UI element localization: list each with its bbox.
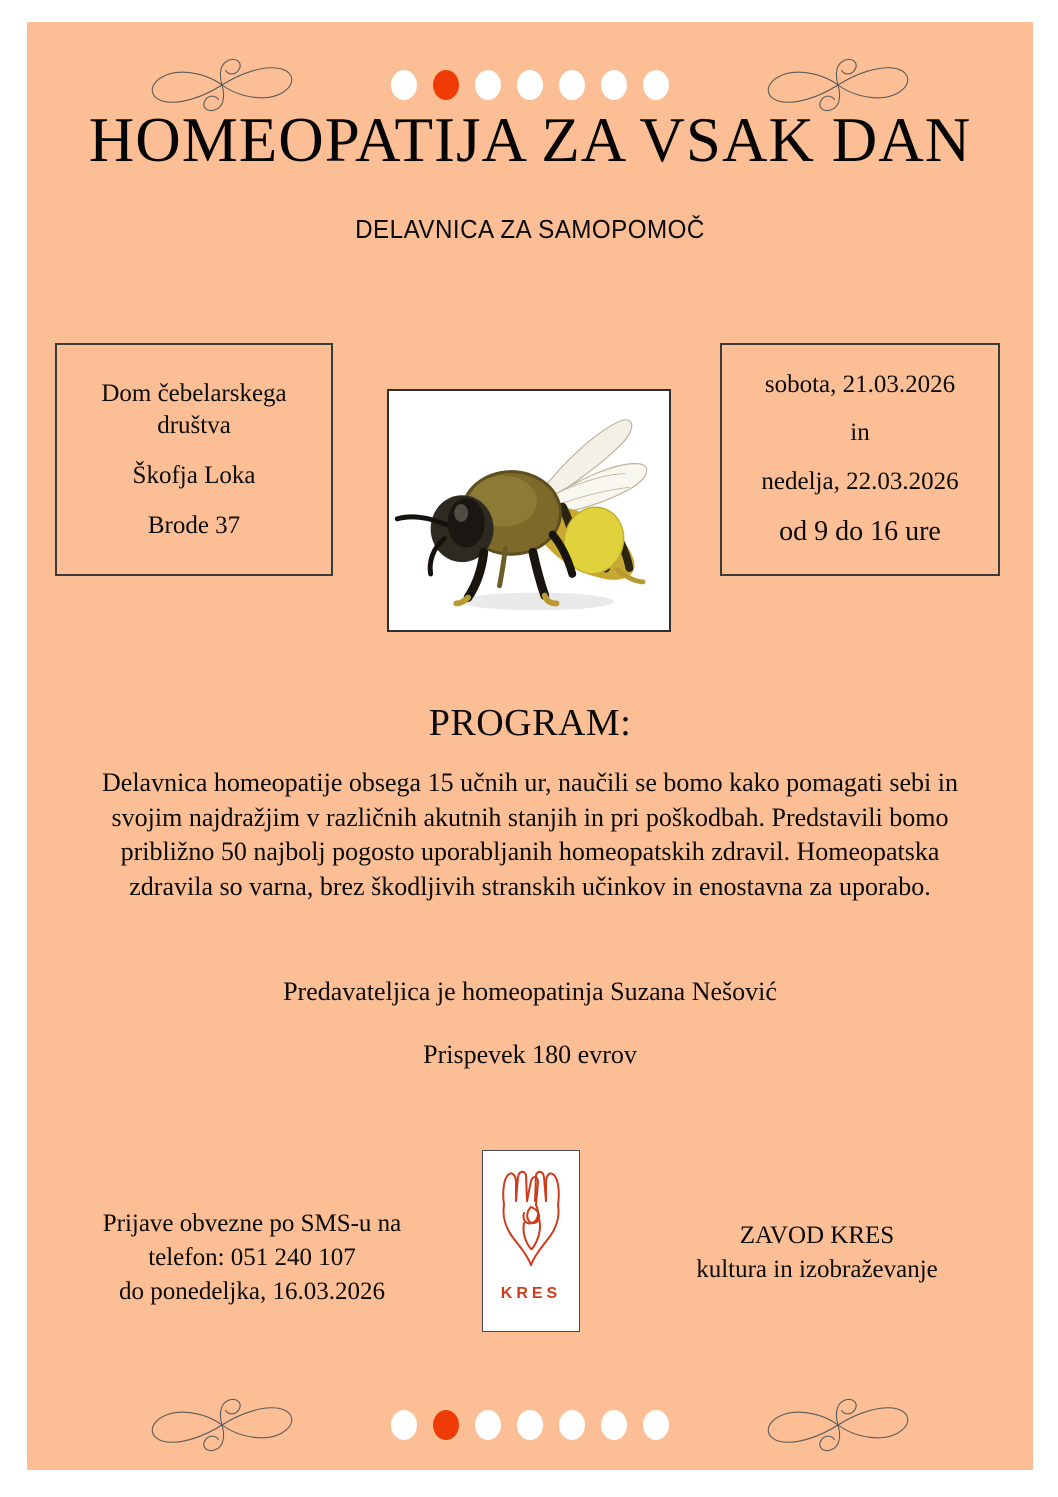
venue-line-3: Škofja Loka xyxy=(132,461,256,489)
date-line-4: od 9 do 16 ure xyxy=(779,516,941,548)
dot xyxy=(601,70,627,100)
organizer-tagline: kultura in izobraževanje xyxy=(696,1255,938,1283)
bottom-ornament-strip xyxy=(27,1380,1033,1470)
logo-wordmark: KRES xyxy=(500,1285,562,1302)
lecturer-text: Predavateljica je homeopatinja Suzana Nešović xyxy=(283,977,777,1006)
date-line-3: nedelja, 22.03.2026 xyxy=(761,467,959,495)
poster-canvas xyxy=(27,22,1033,1470)
dot xyxy=(643,70,669,100)
organizer-name: ZAVOD KRES xyxy=(739,1222,895,1249)
dot-accent xyxy=(433,1410,459,1440)
dot xyxy=(559,1410,585,1440)
price-text: Prispevek 180 evrov xyxy=(423,1040,637,1069)
poster-title: HOMEOPATIJA ZA VSAK DAN xyxy=(88,105,972,175)
date-info-box xyxy=(720,343,1000,576)
flourish-bottom-right-icon xyxy=(753,1392,923,1458)
dot xyxy=(517,1410,543,1440)
dot-row-top xyxy=(391,70,669,100)
contact-line-3: do ponedeljka, 16.03.2026 xyxy=(119,1277,385,1305)
venue-line-4: Brode 37 xyxy=(147,511,241,539)
program-body-text: Delavnica homeopatije obsega 15 učnih ur, naučili se bomo kako pomagati sebi in svojim najdražjim v različnih akutnih stanjih in pri poškodbah. Predstavili bomo približno 50 najbolj pogosto uporabljanih homeopatskih zdravil. Homeopatska zdravila so varna, brez škodljivih stranskih učinkov in enostavna za uporabo. xyxy=(102,768,959,901)
contact-block xyxy=(57,1207,447,1308)
organizer-block xyxy=(622,1219,1012,1287)
venue-line-1: Dom čebelarskega xyxy=(101,379,287,407)
dot xyxy=(391,1410,417,1440)
program-heading: PROGRAM: xyxy=(428,702,632,744)
dot xyxy=(475,1410,501,1440)
poster-subtitle: DELAVNICA ZA SAMOPOMOČ xyxy=(355,214,705,244)
dot xyxy=(559,70,585,100)
dot-row-bottom xyxy=(391,1410,669,1440)
kres-logo xyxy=(482,1150,580,1332)
date-line-1: sobota, 21.03.2026 xyxy=(764,370,956,398)
venue-info-box xyxy=(55,343,333,576)
dot-accent xyxy=(433,70,459,100)
dot xyxy=(643,1410,669,1440)
dot xyxy=(601,1410,627,1440)
honeybee-image xyxy=(387,389,671,632)
dot xyxy=(391,70,417,100)
venue-line-2: društva xyxy=(157,411,231,439)
contact-line-2: telefon: 051 240 107 xyxy=(148,1243,356,1271)
dot xyxy=(517,70,543,100)
dot xyxy=(475,70,501,100)
flourish-bottom-left-icon xyxy=(137,1392,307,1458)
date-line-2: in xyxy=(850,419,870,447)
contact-line-1: Prijave obvezne po SMS-u na xyxy=(102,1210,402,1237)
